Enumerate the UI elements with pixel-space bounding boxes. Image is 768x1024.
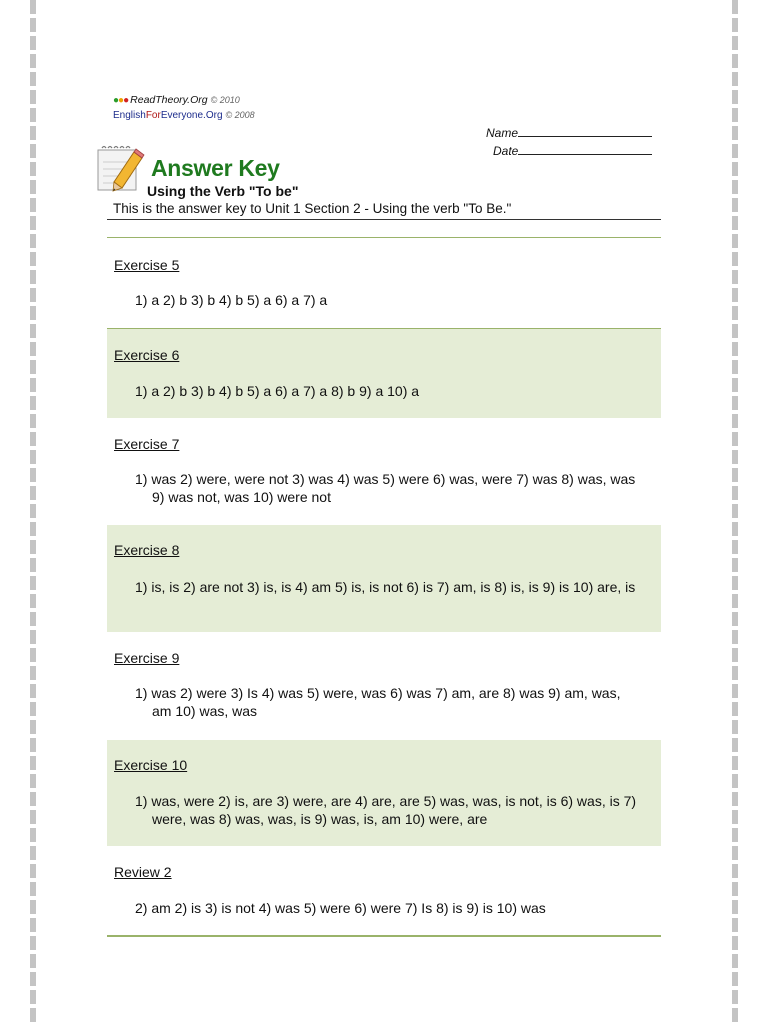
page-edge-left [30,0,36,1024]
exercise-answers: 1) was 2) were 3) Is 4) was 5) were, was 6) was 7) am, are 8) was 9) am, was, am 10) was, was [135,685,621,719]
page-title: Answer Key [151,155,280,181]
exercise-heading: Exercise 7 [114,436,180,452]
exercise-answers: 1) was, were 2) is, are 3) were, are 4) are, are 5) was, was, is not, is 6) was, is 7) were, was 8) was, was, is 9) was, is, am 10) were, are [135,793,637,827]
exercise-heading: Exercise 6 [114,347,180,363]
efe-part3: Everyone.Org [160,110,223,121]
exercise-answers: 1) is, is 2) are not 3) is, is 4) am 5) is, is not 6) is 7) am, is 8) is, is 9) is 10) are, is [135,579,636,595]
branding [113,93,255,123]
exercise-section [107,525,661,632]
exercise-section [107,238,661,328]
exercise-heading: Exercise 9 [114,650,180,666]
header-divider [107,219,661,220]
exercise-section [107,632,661,740]
date-label: Date [493,144,519,158]
efe-part2: For [145,110,161,121]
exercise-answers: 1) was 2) were, were not 3) was 4) was 5) were 6) was, were 7) was 8) was, was 9) was not, was 10) were not [135,471,636,505]
exercise-answers: 2) am 2) is 3) is not 4) was 5) were 6) were 7) Is 8) is 9) is 10) was [135,900,546,916]
readtheory-year: © 2010 [210,95,240,105]
name-label: Name [486,126,519,140]
exercise-heading: Exercise 5 [114,257,180,273]
readtheory-prefix: R [130,94,138,106]
exercise-answers: 1) a 2) b 3) b 4) b 5) a 6) a 7) a [135,292,328,308]
efe-year: © 2008 [225,110,255,120]
exercise-heading: Exercise 8 [114,542,180,558]
readtheory-name: eadTheory.Org [137,94,208,106]
section-divider-bottom [107,935,661,937]
readtheory-brand [113,93,255,108]
page-edge-right [732,0,738,1024]
name-date-fields [486,124,652,160]
name-field[interactable] [486,124,652,142]
exercise-heading: Review 2 [114,864,172,880]
exercise-section [107,846,661,935]
exercise-heading: Exercise 10 [114,757,188,773]
traffic-dots-icon: ●●● [113,95,129,106]
name-line[interactable] [518,125,652,137]
exercise-answers: 1) a 2) b 3) b 4) b 5) a 6) a 7) a 8) b 9) a 10) a [135,383,420,399]
exercise-section [107,329,661,418]
exercise-section [107,418,661,525]
exercise-section [107,740,661,846]
efe-brand [113,108,255,123]
intro-text: This is the answer key to Unit 1 Section 2 - Using the verb "To Be." [113,201,512,216]
date-field[interactable] [486,142,652,160]
date-line[interactable] [518,143,652,155]
efe-part1: English [113,110,146,121]
pencil-notepad-icon [96,144,146,194]
page-subtitle: Using the Verb "To be" [147,183,299,199]
